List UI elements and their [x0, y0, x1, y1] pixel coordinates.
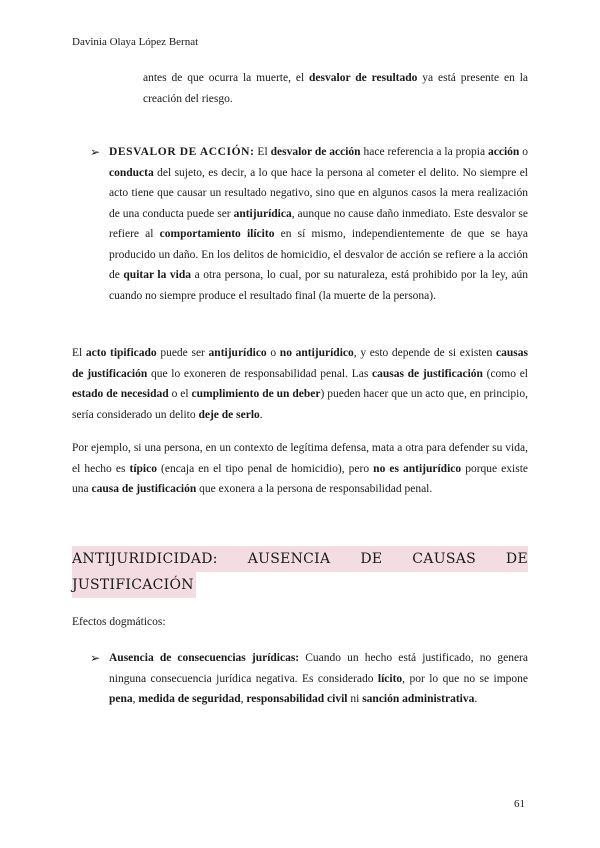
bold-term: deje de serlo	[198, 408, 260, 421]
bold-term: cumplimiento de un deber	[191, 388, 321, 400]
bold-term: acción	[487, 146, 520, 158]
bold-term: típico	[129, 462, 157, 475]
section-heading	[72, 546, 528, 598]
bold-term: lícito	[377, 672, 403, 685]
bold-term: pena	[109, 693, 133, 705]
bold-term: medida de seguridad	[138, 693, 241, 705]
bold-term: causas de justificación	[72, 347, 528, 380]
bold-term: antijurídica	[233, 207, 292, 220]
bullet-title: DESVALOR DE ACCIÓN:	[109, 146, 255, 158]
arrow-bullet-icon: ➢	[90, 651, 101, 665]
bold-term: no es antijurídico	[373, 462, 462, 475]
bold-term: causas de justificación	[372, 367, 483, 380]
continuation-paragraph: antes de que ocurra la muerte, el desvalor de resultado ya está presente en la creación del riesgo.	[143, 72, 529, 105]
bullet-desvalor-accion: ➢ DESVALOR DE ACCIÓN: El desvalor de acción hace referencia a la propia acción o conducta del sujeto, es decir, a lo que hace la persona al cometer el delito. No siempre el acto tiene que causar un resultado negativo, sino que en algunos casos la mera realización de una conducta puede ser antijurídica, aunque no cause daño inmediato. Este desvalor se refiere al comportamiento ilícito en sí mismo, independientemente de que se haya producido un daño. En los delitos de homicidio, el desvalor de acción se refiere a la acción de quitar la vida a otra persona, lo cual, por su naturaleza, está prohibido por la ley, aún cuando no siempre produce el resultado final (la muerte de la persona).	[90, 142, 528, 306]
bold-term: desvalor de resultado	[309, 72, 418, 84]
bold-term: comportamiento ilícito	[159, 228, 275, 240]
section-heading-line-2: JUSTIFICACIÓN	[72, 572, 196, 598]
bold-term: sanción administrativa	[362, 693, 475, 705]
ejemplo-paragraph: Por ejemplo, si una persona, en un contexto de legítima defensa, mata a otra para defender su vida, el hecho es típico (encaja en el tipo penal de homicidio), pero no es antijurídico porque existe una causa de justificación que exonera a la persona de responsabilidad penal.	[72, 442, 528, 495]
bold-term: antijurídico	[208, 347, 267, 359]
bullet-title: Ausencia de consecuencias jurídicas:	[109, 652, 300, 664]
page-header-author: Davinia Olaya López Bernat	[72, 36, 199, 48]
acto-tipificado-paragraph: El acto tipificado puede ser antijurídico o no antijurídico, y esto depende de si existen causas de justificación que lo exoneren de responsabilidad penal. Las causas de justificación (como el estado de necesidad o el cumplimiento de un deber) pueden hacer que un acto que, en principio, sería considerado un delito deje de serlo.	[72, 347, 528, 421]
bold-term: desvalor de acción	[270, 146, 361, 158]
bold-term: acto tipificado	[85, 347, 157, 359]
bold-term: causa de justificación	[91, 483, 197, 495]
bold-term: conducta	[109, 166, 154, 179]
efectos-label: Efectos dogmáticos:	[72, 616, 166, 628]
bold-term: estado de necesidad	[72, 388, 169, 400]
arrow-bullet-icon: ➢	[90, 145, 101, 159]
bold-term: responsabilidad civil	[246, 693, 348, 705]
bold-term: no antijurídico	[279, 347, 354, 359]
section-heading-line-1: ANTIJURIDICIDAD: AUSENCIA DE CAUSAS DE	[72, 546, 528, 572]
page-number: 61	[514, 798, 525, 810]
bullet-ausencia-consecuencias: ➢ Ausencia de consecuencias jurídicas: Cuando un hecho está justificado, no genera ninguna consecuencia jurídica negativa. Es considerado lícito, por lo que no se impone pena, medida de seguridad, responsabilidad civil ni sanción administrativa.	[90, 648, 528, 710]
bold-term: quitar la vida	[123, 269, 192, 281]
